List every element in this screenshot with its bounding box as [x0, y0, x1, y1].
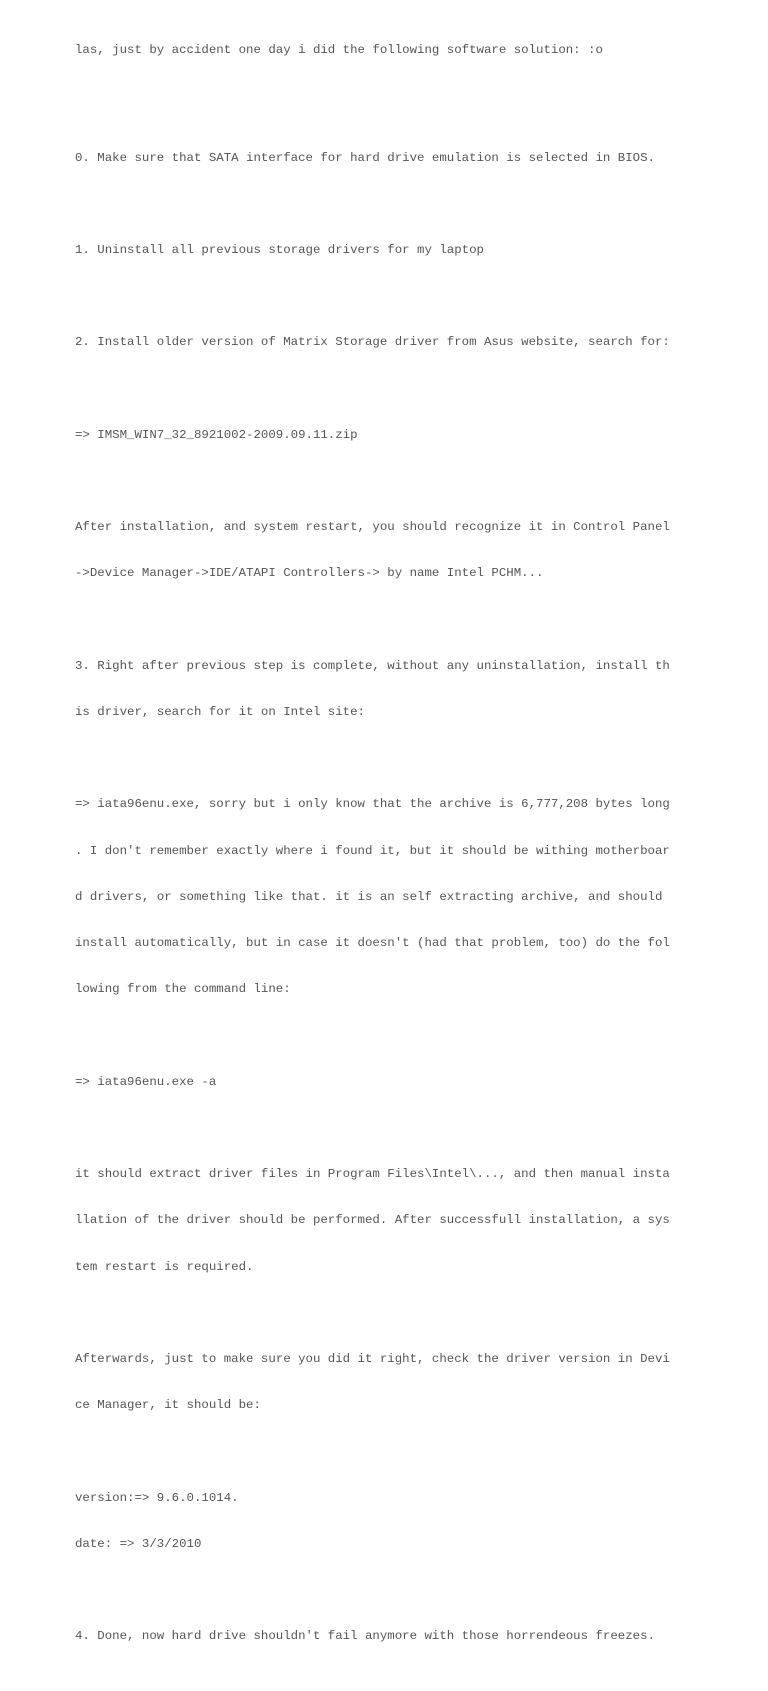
text-line: d drivers, or something like that. it is an self extracting archive, and should: [75, 889, 663, 904]
text-line: 4. Done, now hard drive shouldn't fail anymore with those horrendeous freezes.: [75, 1629, 655, 1644]
paragraph-version-info: [75, 1460, 685, 1583]
paragraph-after-installation: [75, 489, 685, 612]
text-line: llation of the driver should be performed. After successfull installation, a sys: [75, 1213, 670, 1228]
text-line: => IMSM_WIN7_32_8921002-2009.09.11.zip: [75, 427, 358, 442]
paragraph-step-4: [75, 1598, 685, 1675]
paragraph-zip-filename: [75, 397, 685, 474]
text-line: Afterwards, just to make sure you did it right, check the driver version in Devi: [75, 1351, 670, 1366]
text-line: install automatically, but in case it doesn't (had that problem, too) do the fol: [75, 936, 670, 951]
text-line: 0. Make sure that SATA interface for hard drive emulation is selected in BIOS.: [75, 150, 655, 165]
text-line: 1. Uninstall all previous storage drivers for my laptop: [75, 243, 484, 258]
text-line: ->Device Manager->IDE/ATAPI Controllers-> by name Intel PCHM...: [75, 566, 544, 581]
text-line: date: => 3/3/2010: [75, 1536, 202, 1551]
text-line: After installation, and system restart, you should recognize it in Control Panel: [75, 520, 670, 535]
paragraph-step-3: [75, 628, 685, 751]
document-body: [75, 12, 685, 1691]
text-line: lowing from the command line:: [75, 982, 291, 997]
text-line: => iata96enu.exe -a: [75, 1074, 217, 1089]
text-line: => iata96enu.exe, sorry but i only know that the archive is 6,777,208 bytes long: [75, 797, 670, 812]
text-line: las, just by accident one day i did the following software solution: :o: [75, 42, 603, 57]
paragraph-step-1: [75, 212, 685, 289]
text-line: 3. Right after previous step is complete, without any uninstallation, install th: [75, 658, 670, 673]
paragraph-intro: [75, 12, 685, 89]
text-line: . I don't remember exactly where i found it, but it should be withing motherboar: [75, 843, 670, 858]
text-line: version:=> 9.6.0.1014.: [75, 1490, 239, 1505]
text-line: tem restart is required.: [75, 1259, 254, 1274]
text-line: 2. Install older version of Matrix Storage driver from Asus website, search for:: [75, 335, 670, 350]
text-line: it should extract driver files in Program Files\Intel\..., and then manual insta: [75, 1167, 670, 1182]
text-line: ce Manager, it should be:: [75, 1398, 261, 1413]
text-line: is driver, search for it on Intel site:: [75, 705, 365, 720]
paragraph-verify: [75, 1321, 685, 1444]
paragraph-extract: [75, 1136, 685, 1305]
paragraph-archive-note: [75, 767, 685, 1029]
paragraph-command: [75, 1044, 685, 1121]
paragraph-step-2: [75, 305, 685, 382]
paragraph-step-0: [75, 120, 685, 197]
